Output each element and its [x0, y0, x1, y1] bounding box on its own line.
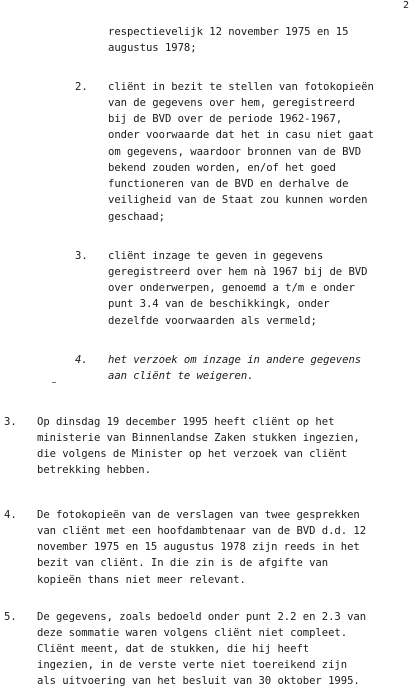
section-number: 4. — [4, 509, 17, 521]
section-number: 3. — [4, 416, 17, 428]
body-line: het verzoek om inzage in andere gegevens — [108, 354, 362, 366]
page-number: 2 — [402, 0, 409, 11]
list-item-number: 3. — [75, 250, 88, 262]
margin-mark — [52, 382, 56, 383]
body-line: cliënt in bezit te stellen van fotokopieën — [108, 81, 374, 93]
body-line: geregistreerd over hem nà 1967 bij de BVD — [108, 266, 368, 278]
body-line: bekend zouden worden, en/of het goed — [108, 162, 336, 174]
body-line: geschaad; — [108, 211, 165, 223]
body-line: bij de BVD over de periode 1962-1967, — [108, 113, 343, 125]
body-line: kopieën thans niet meer relevant. — [37, 574, 246, 586]
list-item-number: 4. — [75, 354, 88, 366]
body-line: als uitvoering van het besluit van 30 oktober 1995. — [37, 675, 360, 687]
body-line: aan cliënt te weigeren. — [108, 370, 254, 382]
body-line: november 1975 en 15 augustus 1978 zijn reeds in het — [37, 541, 360, 553]
body-line: betrekking hebben. — [37, 464, 151, 476]
body-line: die volgens de Minister op het verzoek van cliënt — [37, 448, 348, 460]
body-line: van de gegevens over hem, geregistreerd — [108, 97, 355, 109]
body-line: veiligheid van de Staat zou kunnen worden — [108, 194, 368, 206]
body-line: De gegevens, zoals bedoeld onder punt 2.2 en 2.3 van — [37, 611, 367, 623]
body-line: De fotokopieën van de verslagen van twee gesprekken — [37, 509, 360, 521]
body-line: Op dinsdag 19 december 1995 heeft cliënt op het — [37, 416, 335, 428]
body-line: respectievelijk 12 november 1975 en 15 — [108, 26, 349, 38]
list-item-number: 2. — [75, 81, 88, 93]
body-line: augustus 1978; — [108, 42, 197, 54]
body-line: ingezien, in de verste verte niet toereikend zijn — [37, 659, 348, 671]
body-line: van cliënt met een hoofdambtenaar van de BVD d.d. 12 — [37, 525, 367, 537]
body-line: cliënt inzage te geven in gegevens — [108, 250, 324, 262]
body-line: punt 3.4 van de beschikkingk, onder — [108, 298, 330, 310]
body-line: onder voorwaarde dat het in casu niet gaat — [108, 129, 374, 141]
body-line: deze sommatie waren volgens cliënt niet compleet. — [37, 627, 348, 639]
body-line: over onderwerpen, genoemd a t/m e onder — [108, 282, 355, 294]
body-line: om gegevens, waardoor bronnen van de BVD — [108, 146, 362, 158]
section-number: 5. — [4, 611, 17, 623]
body-line: dezelfde voorwaarden als vermeld; — [108, 315, 317, 327]
body-line: ministerie van Binnenlandse Zaken stukken ingezien, — [37, 432, 360, 444]
body-line: bezit van cliënt. In die zin is de afgifte van — [37, 557, 329, 569]
body-line: functioneren van de BVD en derhalve de — [108, 178, 349, 190]
body-line: Cliënt meent, dat de stukken, die hij heeft — [37, 643, 310, 655]
